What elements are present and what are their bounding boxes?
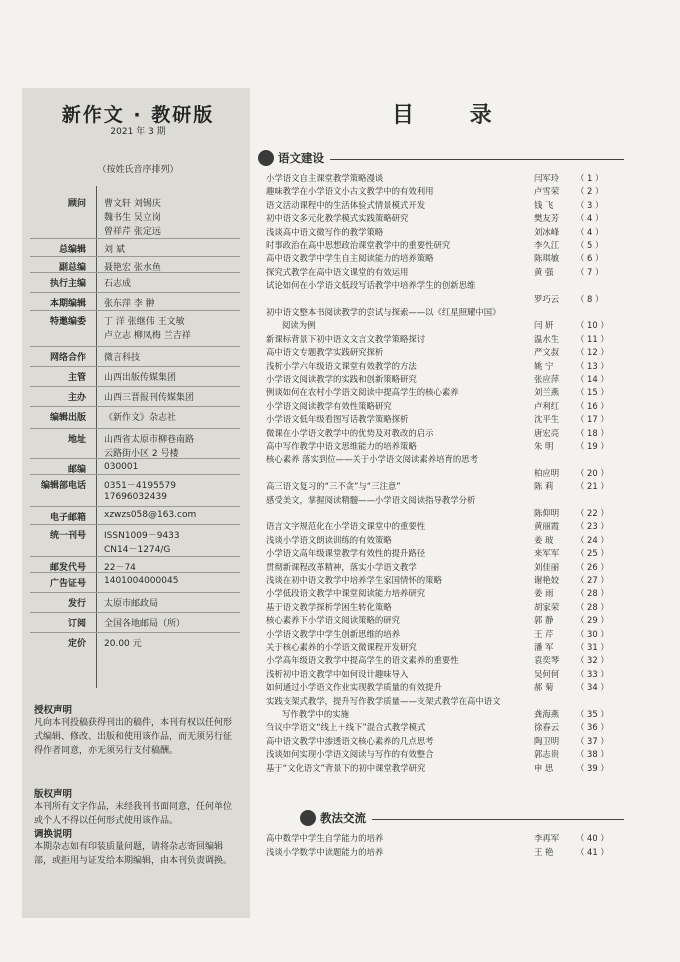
section-rule <box>372 819 624 820</box>
toc-entry-page: （ 38 ） <box>576 749 609 760</box>
masthead-value: 魏书生 吴立岗 <box>104 213 161 223</box>
masthead-label: 地址 <box>67 435 86 445</box>
masthead-rule <box>30 238 240 239</box>
masthead-label: 特邀编委 <box>49 317 86 327</box>
toc-entry-page: （ 16 ） <box>576 400 609 411</box>
toc-entry-title: 关于核心素养的小学语文微课程开发研究 <box>266 642 417 652</box>
toc-entry-page: （ 24 ） <box>576 534 609 545</box>
masthead-value: 聂艳宏 张水鱼 <box>104 263 161 273</box>
toc-entry-author: 申 思 <box>534 762 554 773</box>
toc-entry-author: 严文叔 <box>534 347 560 358</box>
toc-entry-page: （ 8 ） <box>576 293 604 304</box>
masthead-label: 统一刊号 <box>49 531 86 541</box>
toc-entry-author: 郭 静 <box>534 615 554 626</box>
masthead-label: 顾问 <box>67 199 86 209</box>
toc-entry-author: 闫军玲 <box>534 173 560 183</box>
toc-entry-page: （ 36 ） <box>576 722 609 733</box>
masthead-rule <box>30 386 240 387</box>
masthead-label: 网络合作 <box>49 353 86 363</box>
toc-entry-author: 张应萍 <box>534 374 560 384</box>
toc-entry-title: 核心素养 落实到位——关于小学语文阅读素养培育的思考 <box>266 454 479 465</box>
toc-entry-author: 郝 菊 <box>534 682 554 693</box>
toc-entry-page: （ 17 ） <box>576 414 609 425</box>
toc-entry-page: （ 41 ） <box>576 846 609 857</box>
toc-entry-title: 浅谈小学数学中读题能力的培养 <box>266 846 384 857</box>
toc-entry-title: 浅谈在初中语文教学中培养学生家国情怀的策略 <box>266 575 442 585</box>
toc-entry-author: 温水生 <box>534 333 560 344</box>
toc-entry-author: 钱 飞 <box>534 199 554 210</box>
masthead-value: 山西出版传媒集团 <box>104 373 177 383</box>
magazine-title: 新作文 · 教研版 <box>61 104 215 126</box>
toc-entry-page: （ 37 ） <box>576 735 609 746</box>
toc-entry-title: 趣味教学在小学语文小古文教学中的有效利用 <box>266 186 434 197</box>
toc-entry-page: （ 12 ） <box>576 347 609 358</box>
toc-entry-title: 小学低段语文教学中课堂阅读能力培养研究 <box>266 588 426 599</box>
notice-text: 本期杂志如有印装质量问题，请将杂志寄回编辑部，或拒用与证发给本期编辑，由本刊负责调换。 <box>34 842 233 866</box>
toc-entry-author: 王 艳 <box>534 846 554 857</box>
toc-entry-page: （ 30 ） <box>576 628 609 639</box>
toc-entry-title: 探究式教学在高中语文课堂的有效运用 <box>266 266 409 277</box>
masthead-label: 发行 <box>67 599 86 609</box>
notice-title: 调换说明 <box>34 829 73 840</box>
toc-entry-page: （ 35 ） <box>576 709 609 719</box>
toc-entry-page: （ 18 ） <box>576 427 609 438</box>
toc-entry-author: 刘兰燕 <box>534 387 560 398</box>
masthead-label: 邮编 <box>67 465 86 475</box>
toc-entry-title: 语文活动课程中的生活体验式情景模式开发 <box>266 199 426 210</box>
toc-entry-author: 来军军 <box>534 548 560 559</box>
toc-entry-author: 谢艳姣 <box>534 575 560 585</box>
toc-entry-title: 初中语文整本书阅读教学的尝试与探索——以《红星照耀中国》 <box>266 307 501 317</box>
toc-entry-author: 徐春云 <box>534 722 560 733</box>
toc-entry-page: （ 25 ） <box>576 548 609 559</box>
toc-entry-author: 樊友芳 <box>534 213 560 224</box>
section-rule <box>330 159 624 160</box>
masthead-value: 17696032439 <box>104 492 167 502</box>
toc-entry-page: （ 6 ） <box>576 253 604 264</box>
toc-entry-author: 李久江 <box>534 240 560 250</box>
toc-entry-author: 姜 雨 <box>534 588 554 599</box>
masthead-value: 丁 洋 张继伟 王文敏 <box>104 317 185 327</box>
toc-entry-author: 唐宏亮 <box>534 427 560 438</box>
toc-entry-page: （ 23 ） <box>576 521 609 532</box>
toc-entry-author: 刘冰峰 <box>534 226 560 237</box>
toc-entry-title: 浅谈高中语文微写作的教学策略 <box>266 226 384 237</box>
toc-entry-page: （ 28 ） <box>576 588 609 599</box>
toc-entry-author: 龚海燕 <box>534 709 560 719</box>
masthead-value: 石志成 <box>104 279 132 289</box>
masthead-label: 定价 <box>67 639 86 649</box>
masthead-value: 全国各地邮局（所） <box>104 619 186 629</box>
toc-entry-title: 高中语文教学中学生自主阅读能力的培养策略 <box>266 253 434 264</box>
toc-entry-page: （ 33 ） <box>576 668 609 679</box>
masthead-label: 执行主编 <box>49 279 86 289</box>
masthead-label: 邮发代号 <box>49 563 86 573</box>
toc-entry-author: 陈琪敏 <box>534 253 560 264</box>
toc-entry-author: 王 芹 <box>534 628 554 639</box>
toc-entry-title: 小学语文低年级看图写话教学策略探析 <box>266 414 409 425</box>
toc-entry-author: 陈仰明 <box>534 508 560 518</box>
toc-entry-title: 如何通过小学语文作业实现教学质量的有效提升 <box>266 682 442 693</box>
toc-entry-author: 黄丽霞 <box>534 521 560 532</box>
masthead-rule <box>30 632 240 633</box>
toc-entry-page: （ 31 ） <box>576 642 609 652</box>
toc-entry-title: 小学语文阅读教学有效性策略研究 <box>266 400 392 411</box>
toc-entry-author: 卢利红 <box>534 400 560 411</box>
toc-entry-title: 实践支架式教学，提升写作教学质量——支架式教学在高中语文 <box>266 695 501 706</box>
section-header <box>300 810 366 826</box>
toc-entry-page: （ 19 ） <box>576 441 609 451</box>
toc-entry-author: 沈平生 <box>534 414 560 425</box>
masthead-value: 0351－4195579 <box>104 481 176 491</box>
toc-entry-title: 核心素养下小学语文阅读策略的研究 <box>266 615 400 626</box>
toc-entry-title: 高中语文专题教学实践研究探析 <box>266 347 384 358</box>
masthead-label: 订阅 <box>67 619 86 629</box>
toc-entry-page: （ 4 ） <box>576 213 604 224</box>
order-note: （按姓氏音序排列） <box>97 165 179 175</box>
toc-entry-page: （ 20 ） <box>576 467 609 478</box>
toc-entry-title: 小学高年级语文教学中提高学生的语文素养的重要性 <box>266 655 459 666</box>
masthead-rule <box>30 256 240 257</box>
toc-entry-page: （ 2 ） <box>576 186 604 197</box>
toc-entry-page: （ 29 ） <box>576 615 609 626</box>
masthead-value: 20.00 元 <box>104 639 142 649</box>
toc-entry-page: （ 22 ） <box>576 508 609 518</box>
masthead-value: 1401004000045 <box>104 576 179 586</box>
masthead-label: 主管 <box>67 373 86 383</box>
notice-title: 授权声明 <box>34 705 73 716</box>
toc-entry-page: （ 3 ） <box>576 199 604 210</box>
masthead-rule <box>30 592 240 593</box>
toc-entry-title: 微课在小学语文教学中的优势及对教改的启示 <box>266 427 434 438</box>
toc-entry-title: 基于“文化语文”背景下的初中课堂教学研究 <box>266 762 426 773</box>
toc-entry-title: 贯彻新课程改革精神，落实小学语文教学 <box>266 561 417 572</box>
toc-entry-title: 浅谈小学语文朗读训练的有效策略 <box>266 534 392 545</box>
toc-entry-title: 高中语文教学中渗透语文核心素养的几点思考 <box>266 735 434 746</box>
toc-entry-page: （ 11 ） <box>576 333 609 344</box>
toc-entry-author: 李再军 <box>534 833 560 843</box>
notice-title: 版权声明 <box>34 789 73 800</box>
masthead-rule <box>30 310 240 311</box>
masthead-rule <box>30 506 240 507</box>
masthead-label: 副总编 <box>58 263 86 273</box>
masthead-value: 030001 <box>104 462 139 472</box>
masthead-rule <box>30 458 240 459</box>
masthead-value: 曹文轩 刘锡庆 <box>104 199 161 209</box>
masthead-label: 电子邮箱 <box>49 513 86 523</box>
masthead-label: 主办 <box>67 393 86 403</box>
masthead-value: 山西三晋报刊传媒集团 <box>104 393 195 403</box>
section-icon <box>258 150 274 166</box>
toc-entry-author: 陈 莉 <box>534 481 554 492</box>
toc-entry-page: （ 32 ） <box>576 655 609 666</box>
toc-entry-author: 郭志贵 <box>534 749 560 760</box>
masthead-value: 曾祥芹 张定远 <box>104 227 161 237</box>
toc-entry-page: （ 5 ） <box>576 240 604 250</box>
masthead-value: ISSN1009－9433 <box>104 531 180 541</box>
toc-entry-title: 小学语文高年级课堂教学有效性的提升路径 <box>266 548 426 559</box>
masthead-rule <box>30 612 240 613</box>
section-icon <box>300 810 316 826</box>
toc-entry-author: 袁奕琴 <box>534 655 560 666</box>
toc-entry-author: 吴何何 <box>534 668 560 679</box>
masthead-value: 22－74 <box>104 563 136 573</box>
toc-entry-title: 阅读为例 <box>282 320 316 331</box>
toc-entry-title: 写作教学中的实施 <box>282 709 349 719</box>
toc-entry-page: （ 40 ） <box>576 833 609 843</box>
toc-entry-title: 语言文字规范化在小学语文课堂中的重要性 <box>266 521 426 532</box>
toc-entry-page: （ 26 ） <box>576 561 609 572</box>
masthead-rule <box>30 292 240 293</box>
toc-entry-title: 感受美文，掌握阅读精髓——小学语文阅读指导教学分析 <box>266 494 476 505</box>
toc-entry-author: 黄 强 <box>534 266 554 277</box>
toc-title: 目 录 <box>392 103 516 128</box>
toc-entry-page: （ 4 ） <box>576 226 604 237</box>
toc-entry-page: （ 34 ） <box>576 682 609 693</box>
section-header <box>258 150 324 166</box>
toc-entry-title: 例谈如何在农村小学语文阅读中提高学生的核心素养 <box>266 387 459 398</box>
masthead-value: 卢立志 柳凤梅 兰吉祥 <box>104 331 191 341</box>
masthead-value: xzwzs058@163.com <box>104 510 197 520</box>
masthead-value: CN14－1274/G <box>104 545 171 555</box>
toc-entry-page: （ 1 ） <box>576 173 604 183</box>
masthead-rule <box>30 272 240 273</box>
toc-entry-title: 小学语文阅读教学的实践和创新策略研究 <box>266 374 417 384</box>
masthead-rule <box>30 556 240 557</box>
toc-entry-author: 姚 宁 <box>534 360 554 371</box>
masthead-value: 山西省太原市柳巷南路 <box>104 435 195 445</box>
toc-entry-title: 小学语文自主课堂教学策略漫谈 <box>266 173 384 183</box>
toc-entry-page: （ 39 ） <box>576 762 609 773</box>
toc-entry-title: 高中写作教学中语文思维能力的培养策略 <box>266 441 417 451</box>
toc-entry-page: （ 21 ） <box>576 481 609 492</box>
masthead-label: 编辑出版 <box>49 413 86 423</box>
toc-entry-author: 卢雪荣 <box>534 186 560 197</box>
masthead-label: 广告证号 <box>49 579 86 589</box>
toc-entry-title: 高三语文复习的“三不贪”与“三注意” <box>266 481 401 492</box>
toc-entry-author: 刘佳丽 <box>534 561 560 572</box>
toc-entry-title: 浅析小学六年级语文课堂有效教学的方法 <box>266 360 417 371</box>
masthead-label: 总编辑 <box>58 245 86 255</box>
section-title: 教法交流 <box>320 811 366 825</box>
masthead-value: 《新作文》杂志社 <box>104 413 177 423</box>
toc-entry-author: 罗巧云 <box>534 293 560 304</box>
toc-entry-page: （ 15 ） <box>576 387 609 398</box>
masthead-rule <box>30 346 240 347</box>
toc-entry-title: 刍议中学语文“线上＋线下”混合式教学模式 <box>266 722 426 733</box>
toc-entry-title: 浅谈如何实现小学语文阅读与写作的有效整合 <box>266 749 434 760</box>
masthead-label: 编辑部电话 <box>40 481 86 491</box>
toc-entry-page: （ 28 ） <box>576 601 609 612</box>
masthead-value: 张东萍 李 翀 <box>104 299 155 309</box>
toc-entry-title: 浅析初中语文教学中如何设计趣味导入 <box>266 668 409 679</box>
toc-entry-page: （ 14 ） <box>576 374 609 384</box>
masthead-rule <box>30 474 240 475</box>
toc-entry-title: 试论如何在小学语文低段写话教学中培养学生的创新思维 <box>266 280 476 291</box>
notice-text: 本刊所有文字作品，未经我刊书面同意，任何单位或个人不得以任何形式使用该作品。 <box>34 802 233 826</box>
toc-entry-author: 胡家荣 <box>534 601 560 612</box>
masthead-label: 本期编辑 <box>49 299 86 309</box>
toc-entry-author: 闫 妍 <box>534 320 554 331</box>
masthead-rule <box>30 524 240 525</box>
toc-entry-title: 新课标背景下初中语文文言文教学策略探讨 <box>266 333 426 344</box>
toc-entry-author: 朱 明 <box>534 441 554 451</box>
toc-entry-title: 基于语文教学探析学困生转化策略 <box>266 601 392 612</box>
toc-entry-page: （ 10 ） <box>576 320 609 331</box>
toc-entry-title: 小学语文教学中学生创新思维的培养 <box>266 628 400 639</box>
masthead-value: 微言科技 <box>104 353 141 363</box>
masthead-value: 刘 斌 <box>104 245 125 255</box>
notice-text: 凡向本刊投稿获得刊出的稿件，本刊有权以任何形式编辑、修改、出版和使用该作品，而无须另行征得作者同意，亦无须另行支付稿酬。 <box>34 718 233 756</box>
toc-entry-title: 时事政治在高中思想政治课堂教学中的重要性研究 <box>266 240 451 250</box>
masthead-rule <box>30 366 240 367</box>
masthead-rule <box>30 572 240 573</box>
masthead-value: 太原市邮政局 <box>104 599 159 609</box>
masthead-value: 云路街小区 2 号楼 <box>104 449 179 459</box>
section-title: 语文建设 <box>278 151 324 165</box>
toc-entry-title: 初中语文多元化教学模式实践策略研究 <box>266 213 409 224</box>
toc-entry-title: 高中数学中学生自学能力的培养 <box>266 833 384 843</box>
toc-entry-author: 潘 军 <box>534 642 554 652</box>
toc-entry-author: 柏应明 <box>534 467 560 478</box>
toc-entry-page: （ 13 ） <box>576 360 609 371</box>
masthead-rule <box>30 428 240 429</box>
toc-entry-author: 姜 玻 <box>534 534 554 545</box>
toc-entry-page: （ 27 ） <box>576 575 609 585</box>
issue-number: 2021 年 3 期 <box>110 127 166 137</box>
toc-entry-page: （ 7 ） <box>576 266 604 277</box>
toc-entry-author: 陶卫明 <box>534 735 560 746</box>
masthead-rule <box>30 406 240 407</box>
